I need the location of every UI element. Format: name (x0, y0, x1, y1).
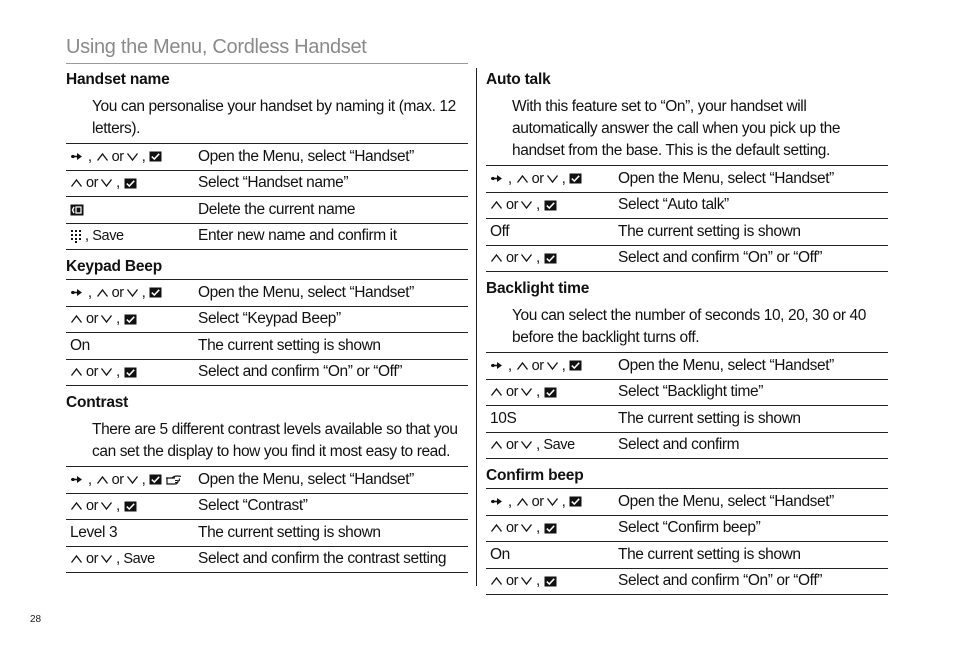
table-row (486, 380, 888, 407)
key-separator-text: or (86, 498, 99, 515)
key-sequence (486, 437, 618, 453)
key-separator-text: , (561, 357, 566, 374)
page-title: Using the Menu, Cordless Handset (66, 36, 468, 64)
key-separator-text: , Save (116, 551, 155, 568)
table-row (66, 171, 468, 198)
table-row (486, 516, 888, 543)
menu-key-icon (490, 173, 505, 184)
section-description: You can select the number of seconds 10, 20, 30 or 40 before the backlight turns off. (512, 307, 866, 346)
section-heading: Handset name (66, 71, 170, 88)
key-sequence (66, 551, 198, 567)
action-description: Open the Menu, select “Handset” (618, 169, 834, 187)
pointing-hand-icon (165, 473, 183, 487)
ok-check-icon (124, 501, 137, 512)
key-separator-text: or (111, 148, 124, 165)
ok-check-icon (544, 253, 557, 264)
key-separator-text: , (88, 284, 92, 301)
up-arrow-icon (516, 174, 529, 184)
down-arrow-icon (100, 178, 113, 188)
section-heading: Backlight time (486, 280, 590, 297)
table-row (66, 520, 468, 547)
key-separator-text: , (141, 284, 146, 301)
down-arrow-icon (100, 501, 113, 511)
table-row (66, 360, 468, 387)
down-arrow-icon (520, 387, 533, 397)
ok-check-icon (149, 474, 162, 485)
key-sequence (486, 573, 618, 589)
instruction-table (66, 466, 468, 573)
action-description: The current setting is shown (198, 336, 381, 354)
key-separator-text: , (508, 493, 512, 510)
setting-value: On (70, 336, 90, 354)
section-description: With this feature set to “On”, your handset will automatically answer the call when you pick up the handset from the base. This is the default setting. (512, 98, 841, 159)
key-separator-text: , (536, 250, 540, 267)
section-description: You can personalise your handset by naming it (max. 12 letters). (92, 98, 456, 137)
key-separator-text: or (86, 364, 99, 381)
action-description: Select “Backlight time” (618, 383, 763, 401)
key-separator-text: or (111, 471, 124, 488)
action-description: Select and confirm “On” or “Off” (618, 249, 822, 267)
key-separator-text: or (86, 551, 99, 568)
up-arrow-icon (516, 361, 529, 371)
action-description: Select “Auto talk” (618, 196, 729, 214)
down-arrow-icon (520, 440, 533, 450)
key-sequence (66, 228, 198, 244)
down-arrow-icon (126, 288, 139, 298)
up-arrow-icon (70, 367, 83, 377)
table-row (66, 547, 468, 574)
ok-check-icon (569, 360, 582, 371)
table-row (486, 193, 888, 220)
key-separator-text: , (141, 471, 146, 488)
menu-key-icon (490, 496, 505, 507)
left-column (66, 68, 468, 573)
ok-check-icon (149, 151, 162, 162)
menu-key-icon (70, 287, 85, 298)
ok-check-icon (124, 314, 137, 325)
key-sequence (486, 494, 618, 510)
down-arrow-icon (126, 152, 139, 162)
up-arrow-icon (70, 554, 83, 564)
key-sequence (486, 223, 618, 241)
section (66, 68, 468, 255)
action-description: Open the Menu, select “Handset” (198, 147, 414, 165)
key-separator-text: , (536, 197, 540, 214)
section-description: There are 5 different contrast levels available so that you can set the display to how you find it most easy to read. (92, 421, 458, 460)
down-arrow-icon (546, 174, 559, 184)
setting-value: Level 3 (70, 523, 118, 541)
table-row (66, 197, 468, 224)
action-description: Select and confirm (618, 436, 740, 454)
key-separator-text: , (561, 493, 566, 510)
key-separator-text: , (116, 311, 120, 328)
key-separator-text: , (536, 384, 540, 401)
key-separator-text: or (506, 197, 519, 214)
up-arrow-icon (70, 178, 83, 188)
action-description: Select and confirm “On” or “Off” (618, 572, 822, 590)
action-description: Open the Menu, select “Handset” (198, 283, 414, 301)
table-row (66, 333, 468, 360)
key-separator-text: , Save (536, 437, 575, 454)
section (66, 255, 468, 391)
section (486, 277, 888, 464)
action-description: Open the Menu, select “Handset” (618, 492, 834, 510)
table-row (486, 166, 888, 193)
up-arrow-icon (490, 523, 503, 533)
key-separator-text: , Save (85, 228, 124, 245)
key-sequence (66, 364, 198, 380)
up-arrow-icon (490, 387, 503, 397)
key-sequence (66, 472, 198, 488)
action-description: The current setting is shown (198, 523, 381, 541)
key-sequence (486, 410, 618, 428)
ok-check-icon (544, 200, 557, 211)
key-sequence (66, 311, 198, 327)
key-separator-text: , (561, 170, 566, 187)
key-sequence (66, 285, 198, 301)
instruction-table (486, 352, 888, 459)
table-row (66, 494, 468, 521)
setting-value: On (490, 545, 510, 563)
setting-value: 10S (490, 409, 517, 427)
page-number: 28 (30, 614, 42, 625)
section-heading: Auto talk (486, 71, 551, 88)
up-arrow-icon (516, 497, 529, 507)
key-separator-text: , (116, 364, 120, 381)
key-separator-text: , (116, 498, 120, 515)
key-sequence (486, 520, 618, 536)
instruction-table (486, 488, 888, 595)
action-description: Open the Menu, select “Handset” (618, 356, 834, 374)
action-description: Open the Menu, select “Handset” (198, 470, 414, 488)
table-row (486, 406, 888, 433)
key-separator-text: or (111, 284, 124, 301)
down-arrow-icon (520, 200, 533, 210)
down-arrow-icon (100, 367, 113, 377)
key-separator-text: , (88, 148, 92, 165)
key-separator-text: or (531, 357, 544, 374)
action-description: Delete the current name (198, 200, 356, 218)
section (66, 391, 468, 573)
key-separator-text: , (508, 170, 512, 187)
action-description: The current setting is shown (618, 545, 801, 563)
key-separator-text: or (506, 384, 519, 401)
table-row (66, 467, 468, 494)
action-description: Select “Contrast” (198, 497, 308, 515)
ok-check-icon (544, 387, 557, 398)
ok-check-icon (124, 178, 137, 189)
down-arrow-icon (546, 497, 559, 507)
section-heading: Keypad Beep (66, 258, 162, 275)
action-description: Select “Keypad Beep” (198, 310, 341, 328)
ok-check-icon (544, 576, 557, 587)
key-separator-text: or (531, 493, 544, 510)
table-row (486, 542, 888, 569)
down-arrow-icon (520, 576, 533, 586)
key-separator-text: or (506, 250, 519, 267)
table-row (486, 433, 888, 460)
key-separator-text: , (88, 471, 92, 488)
menu-key-icon (70, 151, 85, 162)
ok-check-icon (569, 173, 582, 184)
table-row (66, 307, 468, 334)
instruction-table (486, 165, 888, 272)
section-heading: Contrast (66, 394, 129, 411)
clear-key-icon (70, 204, 84, 216)
table-row (486, 246, 888, 273)
key-sequence (486, 197, 618, 213)
up-arrow-icon (490, 440, 503, 450)
table-row (486, 569, 888, 596)
up-arrow-icon (96, 288, 109, 298)
down-arrow-icon (520, 253, 533, 263)
action-description: The current setting is shown (618, 222, 801, 240)
ok-check-icon (544, 523, 557, 534)
table-row (486, 219, 888, 246)
keypad-icon (70, 229, 82, 243)
action-description: Select “Confirm beep” (618, 519, 761, 537)
table-row (66, 224, 468, 251)
up-arrow-icon (490, 253, 503, 263)
right-column (486, 68, 888, 595)
section-heading: Confirm beep (486, 467, 584, 484)
down-arrow-icon (520, 523, 533, 533)
up-arrow-icon (490, 200, 503, 210)
ok-check-icon (569, 496, 582, 507)
key-sequence (66, 337, 198, 355)
setting-value: Off (490, 222, 510, 240)
key-sequence (66, 175, 198, 191)
up-arrow-icon (70, 501, 83, 511)
table-row (486, 353, 888, 380)
table-row (66, 280, 468, 307)
down-arrow-icon (546, 361, 559, 371)
key-separator-text: or (506, 437, 519, 454)
section (486, 464, 888, 595)
key-sequence (66, 498, 198, 514)
key-sequence (486, 546, 618, 564)
menu-key-icon (70, 474, 85, 485)
up-arrow-icon (96, 152, 109, 162)
key-sequence (66, 149, 198, 165)
action-description: Select and confirm “On” or “Off” (198, 363, 402, 381)
key-sequence (66, 524, 198, 542)
key-separator-text: , (508, 357, 512, 374)
key-separator-text: , (536, 573, 540, 590)
column-divider (476, 68, 477, 586)
key-sequence (486, 250, 618, 266)
key-separator-text: , (116, 175, 120, 192)
key-separator-text: or (86, 175, 99, 192)
key-sequence (486, 384, 618, 400)
down-arrow-icon (100, 314, 113, 324)
action-description: Select “Handset name” (198, 174, 349, 192)
key-separator-text: or (506, 520, 519, 537)
table-row (486, 489, 888, 516)
key-sequence (66, 204, 198, 216)
menu-key-icon (490, 360, 505, 371)
up-arrow-icon (70, 314, 83, 324)
key-separator-text: , (536, 520, 540, 537)
table-row (66, 144, 468, 171)
action-description: Enter new name and confirm it (198, 227, 397, 245)
key-separator-text: or (506, 573, 519, 590)
instruction-table (66, 143, 468, 250)
action-description: The current setting is shown (618, 409, 801, 427)
action-description: Select and confirm the contrast setting (198, 550, 447, 568)
key-sequence (486, 358, 618, 374)
down-arrow-icon (100, 554, 113, 564)
section (486, 68, 888, 277)
key-separator-text: or (531, 170, 544, 187)
key-sequence (486, 171, 618, 187)
key-separator-text: , (141, 148, 146, 165)
up-arrow-icon (96, 475, 109, 485)
instruction-table (66, 279, 468, 386)
up-arrow-icon (490, 576, 503, 586)
ok-check-icon (149, 287, 162, 298)
ok-check-icon (124, 367, 137, 378)
down-arrow-icon (126, 475, 139, 485)
key-separator-text: or (86, 311, 99, 328)
